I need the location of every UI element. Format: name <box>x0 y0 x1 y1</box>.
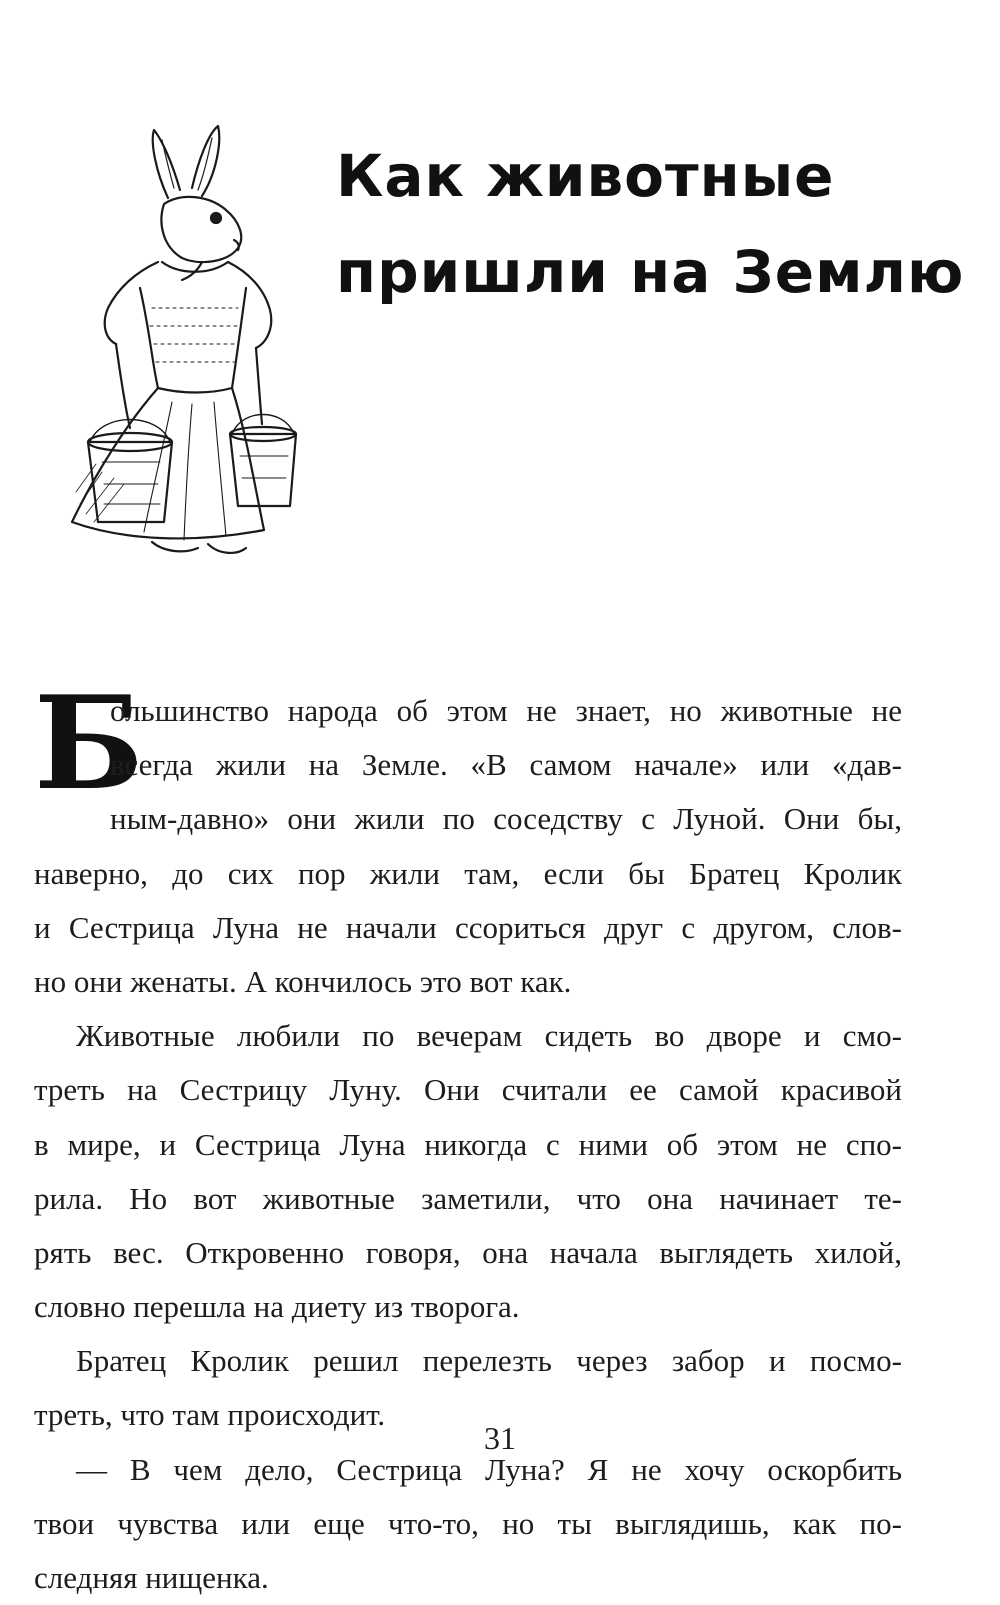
text-line: твои чувства или еще что-то, но ты выглядишь, как по- <box>34 1505 902 1541</box>
text-line: наверно, до сих пор жили там, если бы Братец Кролик <box>34 855 902 891</box>
text-line: ольшинство народа об этом не знает, но животные не <box>110 693 902 728</box>
text-line: в мире, и Сестрица Луна никогда с ними об этом не спо- <box>34 1126 902 1162</box>
text-line: но они женаты. А кончилось это вот как. <box>34 963 572 999</box>
text-line: всегда жили на Земле. «В самом начале» или «дав- <box>110 747 902 783</box>
text-line: рять вес. Откровенно говоря, она начала выглядеть хилой, <box>34 1234 902 1270</box>
story-body <box>34 669 902 1605</box>
page-title <box>336 128 976 320</box>
text-line: рила. Но вот животные заметили, что она начинает те- <box>34 1180 902 1216</box>
text-line: треть, что там происходит. <box>34 1397 386 1433</box>
text-line: и Сестрица Луна не начали ссориться друг с другом, слов- <box>34 909 902 945</box>
text-line: Животные любили по вечерам сидеть во дворе и смо- <box>76 1018 902 1054</box>
text-line: — В чем дело, Сестрица Луна? Я не хочу оскорбить <box>76 1451 902 1487</box>
rabbit-illustration <box>32 112 304 564</box>
text-line: следняя нищенка. <box>34 1560 269 1595</box>
text-line: треть на Сестрицу Луну. Они считали ее самой красивой <box>34 1072 902 1108</box>
rabbit-carrying-buckets-icon <box>32 112 304 564</box>
text-line: ным-давно» они жили по соседству с Луной. Они бы, <box>110 801 902 837</box>
page-number: 31 <box>484 1420 516 1456</box>
title-line-2: пришли на Землю <box>336 238 965 306</box>
drop-cap: Б <box>34 669 144 819</box>
text-line: словно перешла на диету из творога. <box>34 1289 520 1325</box>
title-line-1: Как животные <box>336 142 835 210</box>
text-line: Братец Кролик решил перелезть через забор и посмо- <box>76 1343 902 1379</box>
